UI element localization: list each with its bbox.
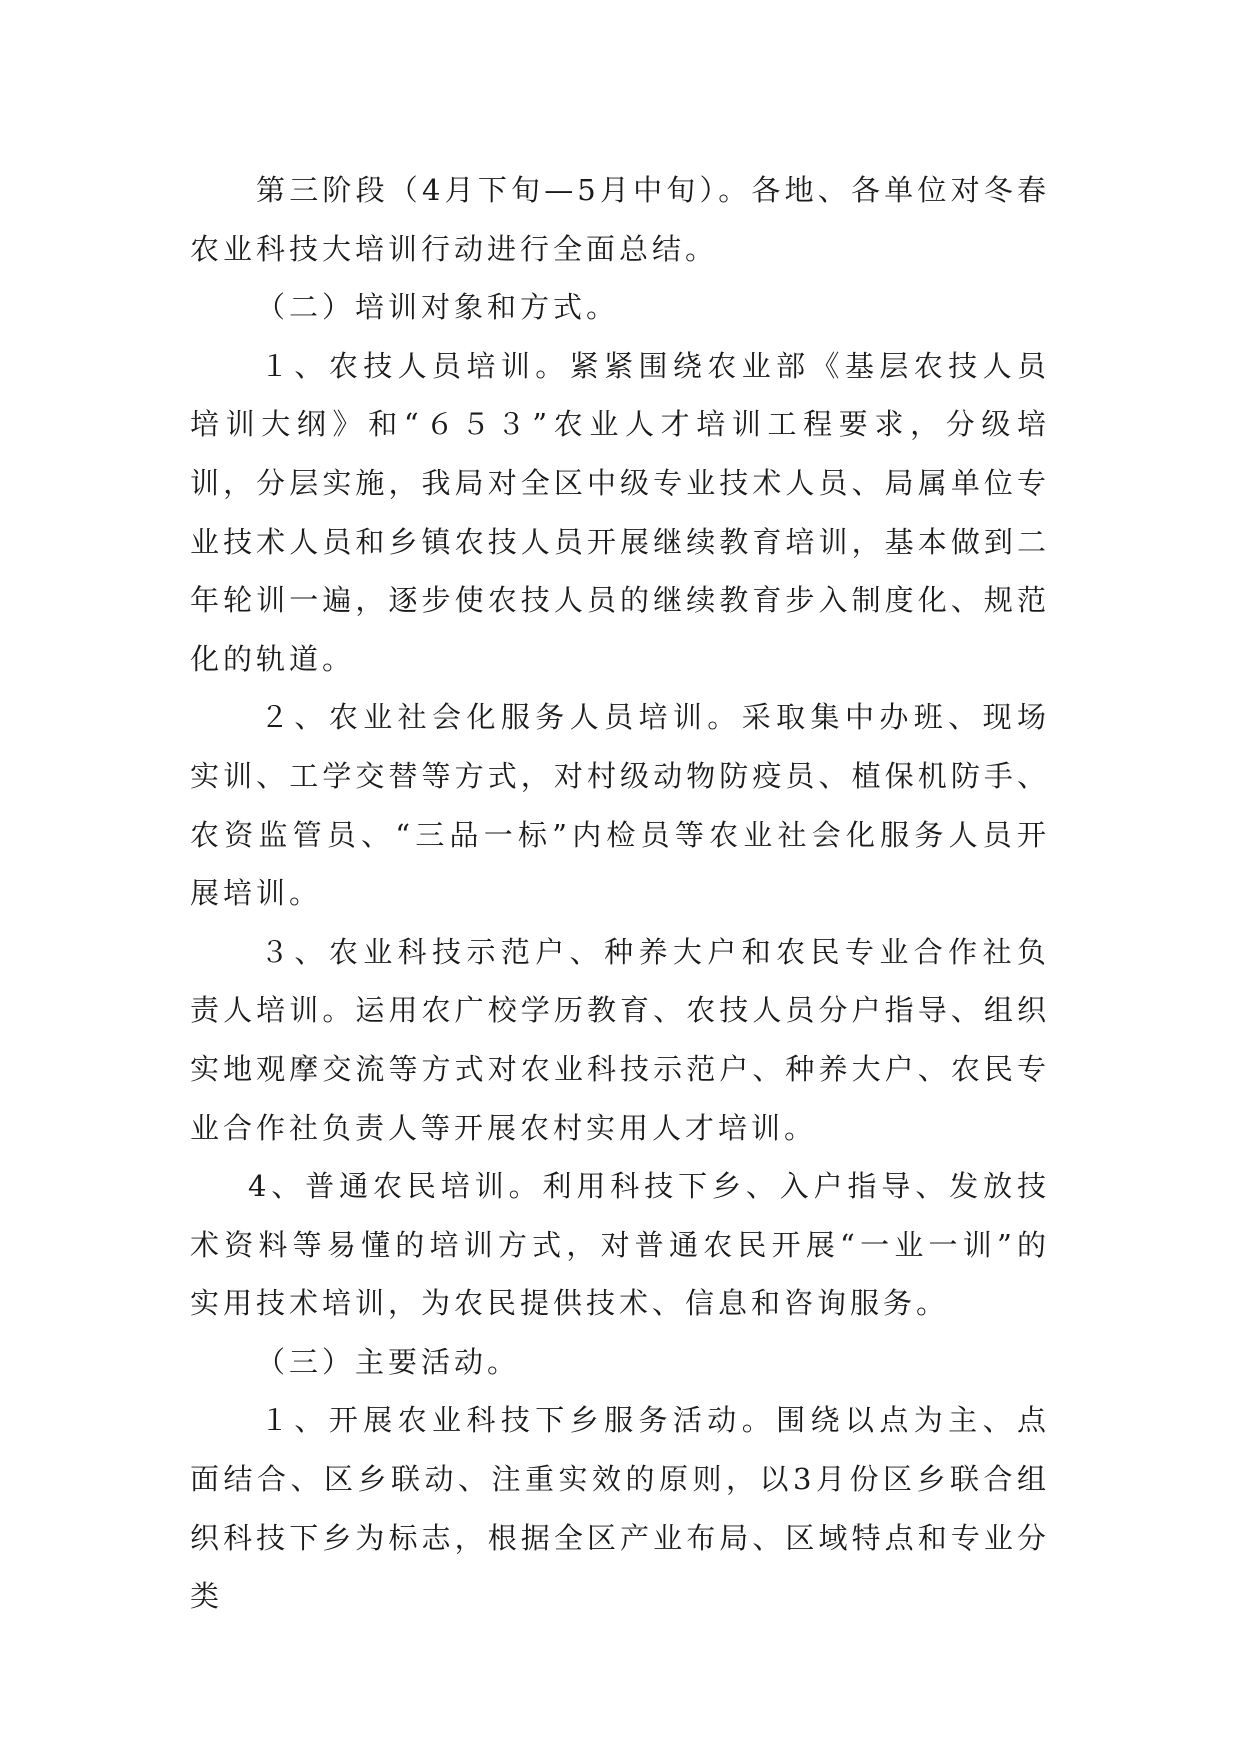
heading-training-targets: （二）培训对象和方式。 (256, 290, 620, 325)
document-body (190, 161, 1050, 1626)
paragraph-demo-household-training: ３、农业科技示范户、种养大户和农民专业合作社负责人培训。运用农广校学历教育、农技人员分户指导、组织实地观摩交流等方式对农业科技示范户、种养大户、农民专业合作社负责人等开展农村实用人才培训。 (190, 934, 1050, 1145)
paragraph-agri-tech-staff-training: １、农技人员培训。紧紧围绕农业部《基层农技人员培训大纲》和“６５３”农业人才培训工程要求，分级培训，分层实施，我局对全区中级专业技术人员、局属单位专业技术人员和乡镇农技人员开展继续教育培训，基本做到二年轮训一遍，逐步使农技人员的继续教育步入制度化、规范化的轨道。 (190, 348, 1050, 676)
paragraph-farmer-training: 4、普通农民培训。利用科技下乡、入户指导、发放技术资料等易懂的培训方式，对普通农民开展“一业一训”的实用技术培训，为农民提供技术、信息和咨询服务。 (190, 1169, 1050, 1321)
paragraph-stage-three: 第三阶段（4月下旬—5月中旬）。各地、各单位对冬春农业科技大培训行动进行全面总结。 (190, 173, 1050, 266)
heading-main-activities: （三）主要活动。 (256, 1344, 521, 1379)
paragraph-social-service-training: ２、农业社会化服务人员培训。采取集中办班、现场实训、工学交替等方式，对村级动物防疫员、植保机防手、农资监管员、“三品一标”内检员等农业社会化服务人员开展培训。 (190, 700, 1050, 911)
paragraph-tech-to-countryside: １、开展农业科技下乡服务活动。围绕以点为主、点面结合、区乡联动、注重实效的原则，以3月份区乡联合组织科技下乡为标志，根据全区产业布局、区域特点和专业分类 (190, 1403, 1050, 1614)
